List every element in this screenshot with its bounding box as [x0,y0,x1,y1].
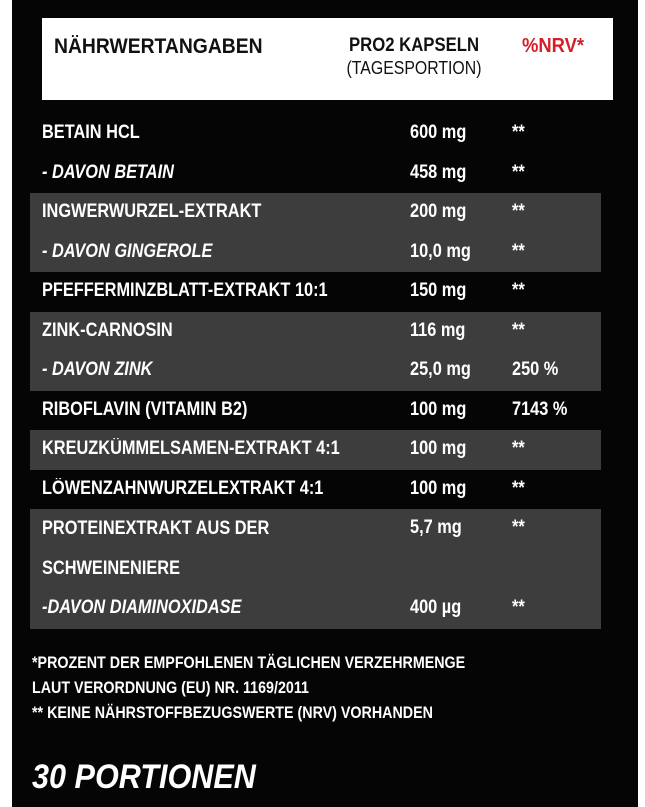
table-row [30,193,601,233]
row-nrv: ** [512,161,525,183]
row-amount: 400 µg [410,597,462,618]
row-name: - DAVON BETAIN [42,161,174,183]
row-amount: 600 mg [410,122,467,143]
table-row [30,509,601,589]
row-name: PFEFFERMINZBLATT-EXTRAKT 10:1 [42,280,328,301]
row-name: BETAIN HCL [42,122,140,143]
row-nrv: ** [512,201,525,222]
row-amount: 150 mg [410,280,467,301]
row-nrv: ** [512,438,525,459]
row-amount: 100 mg [410,438,467,459]
row-nrv: ** [512,597,525,618]
row-amount: 5,7 mg [410,517,462,538]
portions-label: 30 PORTIONEN [32,758,256,796]
row-nrv: ** [512,517,525,538]
row-nrv: ** [512,477,525,499]
table-row [30,233,601,273]
table-row [30,589,601,629]
row-nrv: ** [512,122,525,143]
row-amount: 100 mg [410,398,467,420]
footnote-line: ** KEINE NÄHRSTOFFBEZUGSWERTE (NRV) VORHANDEN [32,703,433,722]
footnote-line: LAUT VERORDNUNG (EU) NR. 1169/2011 [32,678,309,697]
row-amount: 10,0 mg [410,240,471,262]
row-name: - DAVON GINGEROLE [42,240,213,262]
table-row [30,470,601,510]
header-title: NÄHRWERTANGABEN [54,35,263,58]
table-row [30,154,601,194]
row-nrv: ** [512,280,525,301]
row-name: LÖWENZAHNWURZELEXTRAKT 4:1 [42,477,324,499]
row-name [42,509,269,589]
row-amount: 200 mg [410,201,467,222]
row-name-line1: PROTEINEXTRAKT AUS DER [42,518,270,539]
row-name-line2: SCHWEINENIERE [42,558,181,579]
row-amount: 458 mg [410,161,467,183]
row-name: INGWERWURZEL-EXTRAKT [42,201,262,222]
row-amount: 100 mg [410,477,467,499]
table-row [30,430,601,470]
header-amount [344,35,485,79]
table-header [42,18,613,100]
row-name: -DAVON DIAMINOXIDASE [42,597,242,618]
row-nrv: 250 % [512,359,559,380]
table-row [30,391,601,431]
row-amount: 116 mg [410,319,466,341]
footnotes [32,650,612,725]
header-nrv: %NRV* [522,35,585,57]
table-row [30,114,601,154]
table-row [30,272,601,312]
row-nrv: 7143 % [512,398,568,420]
row-name: KREUZKÜMMELSAMEN-EXTRAKT 4:1 [42,438,340,459]
table-row [30,351,601,391]
row-nrv: ** [512,319,525,341]
header-amount-sub: (TAGESPORTION) [346,58,482,78]
nutrition-table [30,114,601,629]
row-name: - DAVON ZINK [42,359,153,380]
row-name: ZINK-CARNOSIN [42,319,173,341]
row-amount: 25,0 mg [410,359,471,380]
table-row [30,312,601,352]
header-amount-label: PRO2 KAPSELN [348,35,480,56]
row-nrv: ** [512,240,525,262]
row-name: RIBOFLAVIN (VITAMIN B2) [42,398,248,420]
footnote-line: *PROZENT DER EMPFOHLENEN TÄGLICHEN VERZEHRMENGE [32,653,466,672]
